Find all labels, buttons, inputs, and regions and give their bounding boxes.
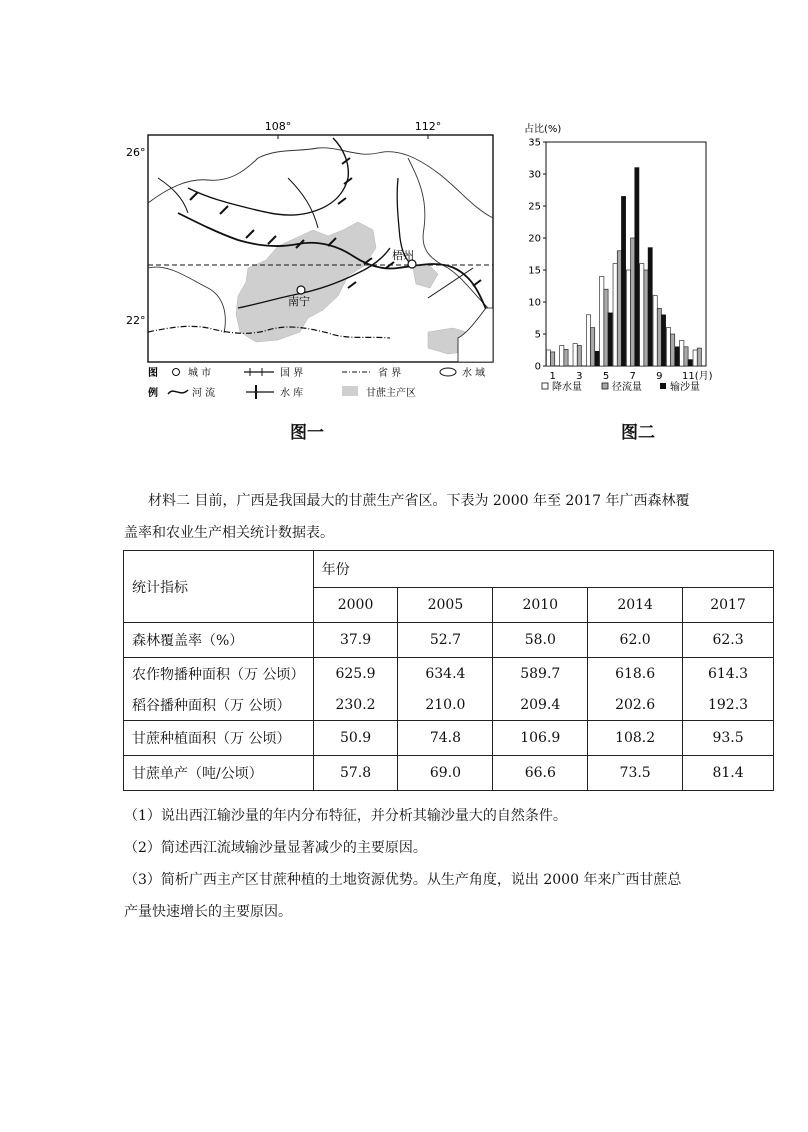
bar-runoff (657, 308, 661, 366)
cell: 69.0 (398, 756, 493, 791)
monthly-share-chart (520, 118, 730, 408)
x-tick-label: 3 (576, 371, 583, 382)
row-label: 甘蔗单产（吨/公顷） (124, 756, 314, 791)
legend-province-label: 省 界 (378, 368, 402, 379)
row-label: 稻谷播种面积（万 公顷） (124, 689, 314, 721)
legend-label-runoff: 径流量 (612, 382, 642, 393)
circle-icon (173, 369, 180, 376)
table-row (124, 623, 774, 658)
cell: 57.8 (313, 756, 398, 791)
header-indicator: 统计指标 (124, 551, 314, 623)
cell: 625.9 (313, 658, 398, 690)
cell: 62.0 (588, 623, 683, 658)
city-wuzhou-label: 梧州 (392, 249, 414, 262)
water-icon (440, 368, 456, 376)
table-header-row-1 (124, 551, 774, 588)
legend-title-bottom: 例 (148, 388, 158, 399)
bar-sediment (608, 313, 612, 366)
bar-runoff (644, 270, 648, 366)
bar-precipitation (680, 340, 684, 366)
row-label: 甘蔗种植面积（万 公顷） (124, 721, 314, 756)
bar-runoff (604, 289, 608, 366)
legend-label-sediment: 输沙量 (670, 382, 700, 393)
cell: 108.2 (588, 721, 683, 756)
header-year: 年份 (313, 551, 773, 588)
y-tick-label: 20 (528, 233, 541, 245)
bar-precipitation (653, 296, 657, 366)
bar-runoff (551, 352, 555, 366)
question-3-line-2: 产量快速增长的主要原因。 (124, 904, 292, 920)
city-nanning-label: 南宁 (288, 295, 310, 308)
national-border-icon (244, 368, 274, 376)
y-tick-label: 10 (528, 297, 541, 309)
bar-sediment (688, 360, 692, 366)
x-tick-label: 9 (656, 371, 663, 382)
bar-sediment (648, 248, 652, 366)
cell: 52.7 (398, 623, 493, 658)
table-row (124, 658, 774, 690)
map-caption: 图一 (290, 423, 324, 443)
bar-runoff (577, 346, 581, 366)
bar-sediment (595, 351, 599, 366)
bar-precipitation (600, 276, 604, 366)
cell: 81.4 (683, 756, 774, 791)
year-2010: 2010 (493, 588, 588, 623)
cell: 210.0 (398, 689, 493, 721)
cell: 230.2 (313, 689, 398, 721)
y-tick-label: 15 (528, 265, 541, 277)
legend-swatch-runoff (602, 383, 608, 389)
river-icon (168, 390, 188, 394)
bar-sediment (661, 315, 665, 366)
legend-label-precip: 降水量 (552, 382, 582, 393)
bar-precipitation (640, 264, 644, 366)
legend-sugarcane-label: 甘蔗主产区 (366, 388, 416, 399)
bar-runoff (684, 347, 688, 366)
x-tick-label: 11(月) (682, 371, 713, 382)
bar-runoff (671, 334, 675, 366)
row-label: 农作物播种面积（万 公顷） (124, 658, 314, 690)
cell: 634.4 (398, 658, 493, 690)
bar-runoff (697, 348, 701, 366)
x-tick-label: 1 (549, 371, 556, 382)
bar-precipitation (626, 270, 630, 366)
bar-precipitation (560, 346, 564, 366)
map-legend (148, 366, 485, 399)
y-tick-label: 35 (528, 137, 541, 149)
material-line-2: 盖率和农业生产相关统计数据表。 (124, 525, 334, 541)
cell: 37.9 (313, 623, 398, 658)
cell: 106.9 (493, 721, 588, 756)
sugarcane-area-icon (342, 386, 358, 396)
cell: 58.0 (493, 623, 588, 658)
legend-swatch-sediment (660, 383, 666, 389)
year-2000: 2000 (313, 588, 398, 623)
cell: 93.5 (683, 721, 774, 756)
legend-city-label: 城 市 (188, 368, 212, 379)
lon-label-112: 112° (414, 120, 442, 133)
cell: 192.3 (683, 689, 774, 721)
bar-precipitation (546, 350, 550, 366)
question-1: （1）说出西江输沙量的年内分布特征，并分析其输沙量大的自然条件。 (124, 808, 567, 824)
year-2014: 2014 (588, 588, 683, 623)
bar-runoff (564, 349, 568, 366)
x-tick-label: 7 (629, 371, 636, 382)
bar-sediment (621, 196, 625, 366)
city-nanning-marker (297, 286, 305, 294)
cell: 66.6 (493, 756, 588, 791)
chart-plot-frame (546, 142, 706, 366)
year-2017: 2017 (683, 588, 774, 623)
question-3-line-1: （3）简析广西主产区甘蔗种植的土地资源优势。从生产角度，说出 2000 年来广西甘蔗总 (124, 872, 682, 888)
y-tick-label: 25 (528, 201, 541, 213)
stats-table (123, 550, 774, 791)
cell: 74.8 (398, 721, 493, 756)
legend-swatch-precip (542, 383, 548, 389)
bar-sediment (675, 347, 679, 366)
cell: 62.3 (683, 623, 774, 658)
bar-precipitation (666, 328, 670, 366)
legend-reservoir-label: 水 库 (280, 388, 304, 399)
row-label: 森林覆盖率（%） (124, 623, 314, 658)
bar-runoff (631, 238, 635, 366)
cell: 618.6 (588, 658, 683, 690)
bar-precipitation (613, 264, 617, 366)
cell: 50.9 (313, 721, 398, 756)
legend-river-label: 河 流 (192, 388, 216, 399)
y-tick-label: 0 (534, 361, 541, 373)
legend-title-top: 图 (148, 368, 158, 379)
chart-ylabel: 占比(%) (524, 124, 562, 135)
cell: 202.6 (588, 689, 683, 721)
cell: 589.7 (493, 658, 588, 690)
reservoir-icon (246, 385, 274, 399)
lat-label-22: 22° (126, 314, 146, 327)
bar-runoff (591, 328, 595, 366)
table-row (124, 756, 774, 791)
table-row (124, 689, 774, 721)
lon-label-108: 108° (264, 120, 292, 133)
y-tick-label: 30 (528, 169, 541, 181)
guangxi-map (128, 118, 503, 403)
bar-precipitation (693, 350, 697, 366)
table-row (124, 721, 774, 756)
bar-sediment (635, 168, 639, 366)
bar-precipitation (586, 315, 590, 366)
legend-water-label: 水 域 (462, 368, 486, 379)
lat-label-26: 26° (126, 146, 146, 159)
cell: 614.3 (683, 658, 774, 690)
year-2005: 2005 (398, 588, 493, 623)
bar-precipitation (573, 344, 577, 366)
cell: 73.5 (588, 756, 683, 791)
chart-caption: 图二 (621, 423, 655, 443)
x-tick-label: 5 (602, 371, 610, 382)
legend-national-label: 国 界 (280, 368, 304, 379)
material-line-1: 材料二 目前，广西是我国最大的甘蔗生产省区。下表为 2000 年至 2017 年广西森林覆 (148, 493, 690, 509)
y-tick-label: 5 (534, 329, 541, 341)
bar-runoff (617, 251, 621, 366)
question-2: （2）简述西江流域输沙量显著减少的主要原因。 (124, 840, 427, 856)
chart-legend (542, 380, 700, 393)
cell: 209.4 (493, 689, 588, 721)
